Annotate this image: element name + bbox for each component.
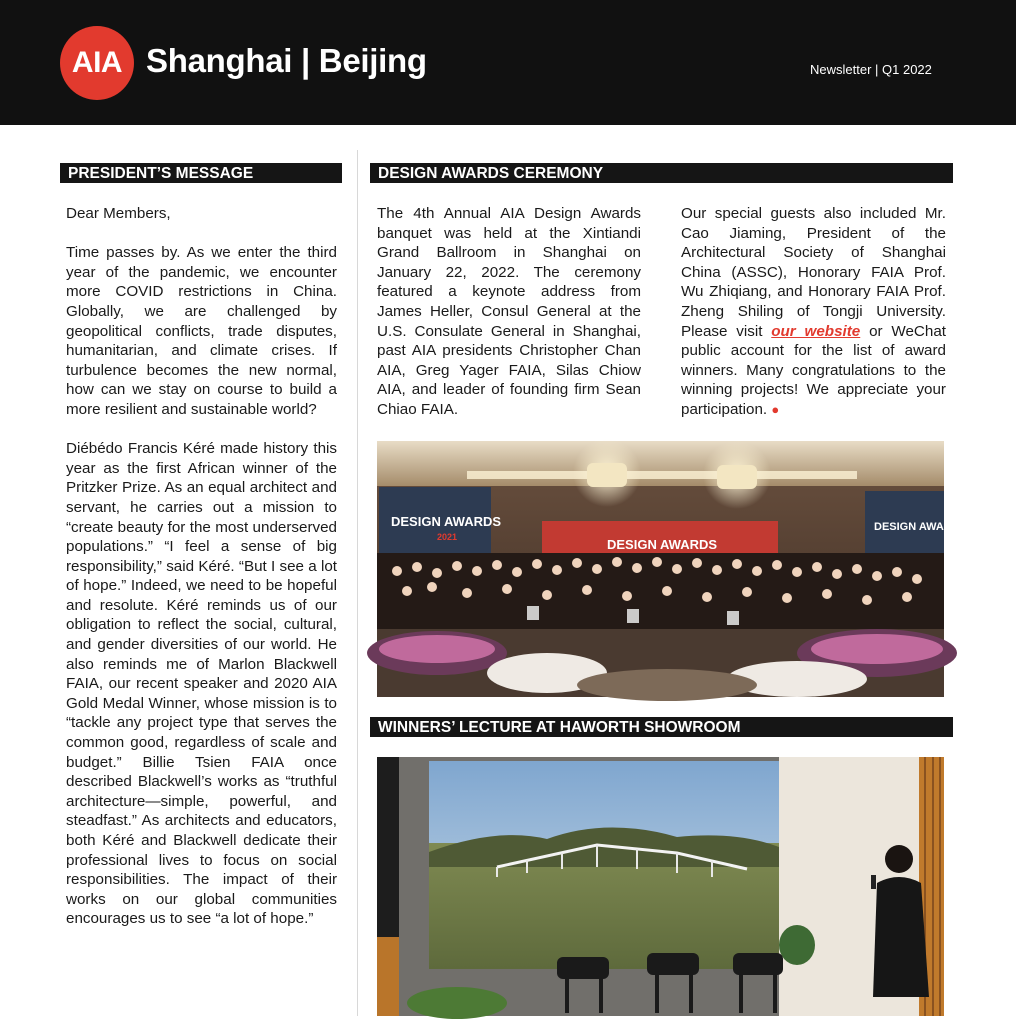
website-link[interactable]: our website — [771, 322, 861, 340]
awards-text-right — [681, 204, 946, 420]
end-mark-icon: ● — [771, 401, 780, 417]
president-message — [66, 204, 337, 949]
paragraph: Time passes by. As we enter the third year of the pandemic, we encounter more COVID restrictions in China. Globally, we are challenged by geopolitical conflicts, trade disputes, humanitarian, and climate crises. If turbulence becomes the new normal, how can we stay on course to build a more resilient and sustainable world? — [66, 244, 337, 418]
lecture-illustration — [377, 757, 944, 1016]
section-president-heading: PRESIDENT’S MESSAGE — [60, 163, 342, 183]
backdrop-text: DESIGN AWARDS — [607, 537, 718, 552]
paragraph: Diébédo Francis Kéré made history this year as the first African winner of the Pritzker Prize. As an equal architect and servant, he carries out a mission to “create beauty for the most underserved populations.” “I feel a sense of big responsibility,” said Kéré. “But I see a lot of hope.” Indeed, we need to be hopeful and resolute. Kéré reminds us of our obligation to reflect the social, cultural, and gender diversities of our world. He also reminds me of Marlon Blackwell FAIA, our recent speaker and 2020 AIA Gold Medal Winner, whose mission is to “tackle any project type that serves the common good, regardless of scale and budget.” Billie Tsien FAIA once described Blackwell’s works as “truthful architecture—simple, powerful, and steadfast.” As architects and educators, both Kéré and Blackwell dedicate their professional lives to focus on social responsibilities. The impact of their works on our global communities encourages us to see “a lot of hope.” — [66, 440, 337, 928]
awards-text: or WeChat public account for the list of award winners. Many congratulations to the winning projects! We appreciate your participation. — [681, 322, 946, 418]
section-awards-heading: DESIGN AWARDS CEREMONY — [370, 163, 953, 183]
issue-label: Newsletter | Q1 2022 — [810, 62, 932, 77]
aia-logo[interactable]: AIA — [60, 26, 134, 100]
awards-text-left: The 4th Annual AIA Design Awards banquet was held at the Xintiandi Grand Ballroom in Shanghai on January 22, 2022. The ceremony featured a keynote address from James Heller, Consul General at the U.S. Consulate General in Shanghai, past AIA presidents Christopher Chan AIA, Greg Yager FAIA, Silas Chiow AIA, and leader of founding firm Sean Chiao FAIA. — [377, 205, 641, 418]
greeting: Dear Members, — [66, 205, 171, 222]
screen-year: 2021 — [437, 532, 458, 542]
header — [0, 0, 1016, 125]
section-lecture-heading: WINNERS’ LECTURE AT HAWORTH SHOWROOM — [370, 717, 953, 737]
page-title: Shanghai | Beijing — [146, 42, 427, 79]
screen-text: DESIGN AWARDS — [391, 514, 502, 529]
screen-text-right: DESIGN AWAR — [874, 521, 952, 533]
awards-text: Our special guests also included Mr. Cao Jiaming, President of the Architectural Society of Shanghai China (ASSC), Honorary FAIA Prof. Wu Zhiqiang, and Honorary FAIA Prof. Zheng Shiling of Tongji University. Please visit — [681, 205, 946, 340]
ceremony-photo — [377, 441, 952, 697]
ballroom-illustration — [377, 441, 952, 697]
lecture-photo — [377, 757, 944, 1016]
column-divider — [357, 150, 358, 1016]
